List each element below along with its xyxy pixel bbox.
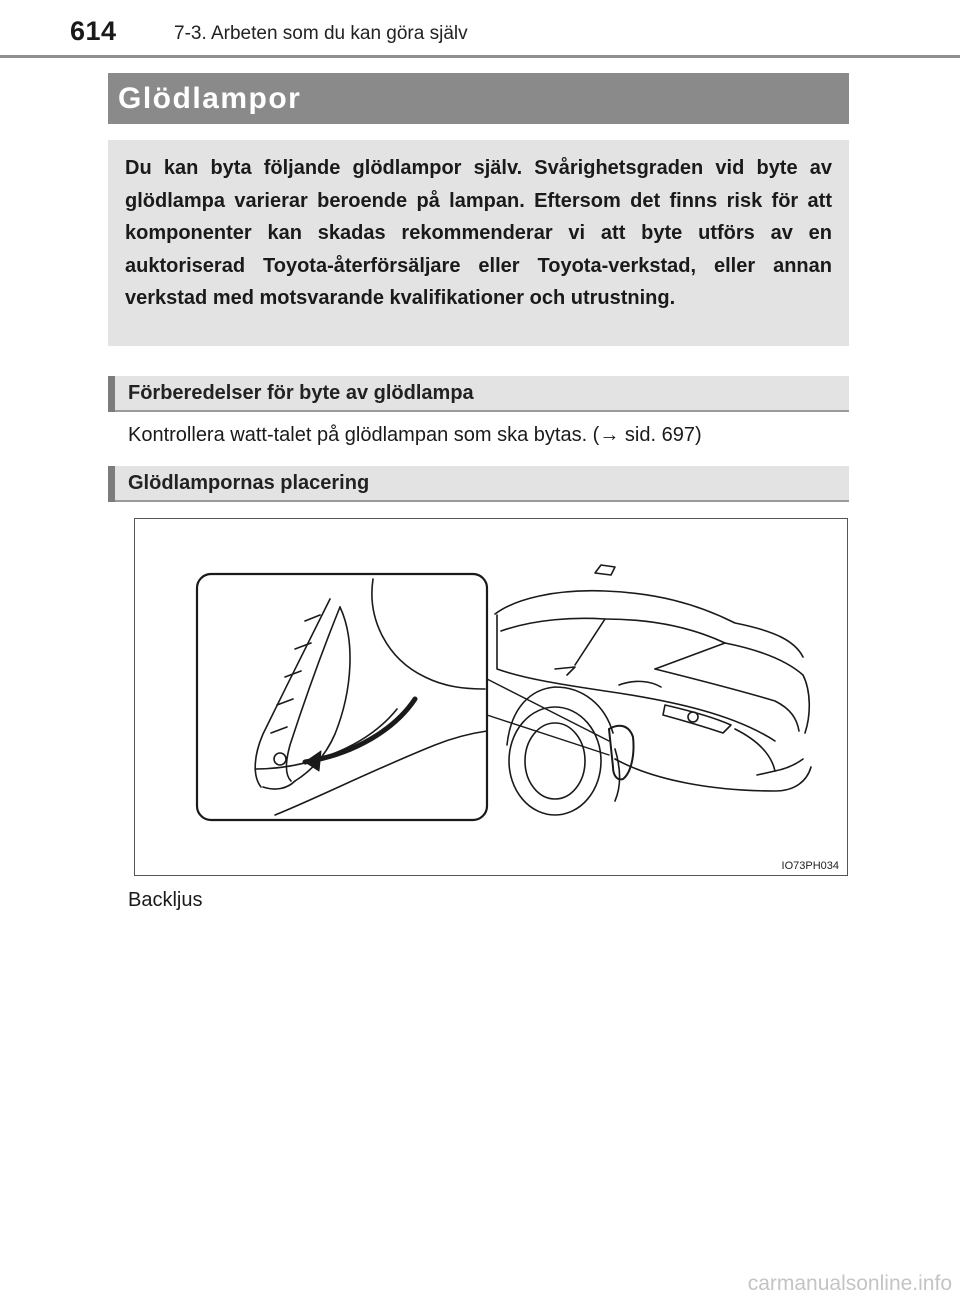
tail-light-closeup xyxy=(255,579,487,815)
leader-line-bottom xyxy=(487,715,609,755)
preparation-text: Kontrollera watt-talet på glödlampan som ska bytas. (→ sid. 697) xyxy=(128,424,702,446)
subheading-label: Förberedelser för byte av glödlampa xyxy=(128,382,474,404)
intro-box xyxy=(108,140,849,346)
figure-caption: Backljus xyxy=(128,889,203,911)
page-number: 614 xyxy=(70,16,117,46)
intro-text: Du kan byta följande glödlampor själv. Svårighetsgraden vid byte av glödlampa varierar beroende på lampan. Eftersom det finns risk för att komponenter kan skadas rekommenderar vi att byte utförs av en auktoriserad Toyota-återförsäljare eller Toyota-verkstad, eller annan verkstad med motsvarande kvalifikationer och utrustning. xyxy=(125,157,832,309)
figure-code: IO73PH034 xyxy=(781,860,839,872)
arrow-icon xyxy=(305,699,415,762)
section-header: 7-3. Arbeten som du kan göra själv xyxy=(174,23,468,44)
watermark: carmanualsonline.info xyxy=(747,1272,952,1295)
subheading-placement xyxy=(108,466,849,502)
header-divider xyxy=(0,55,960,58)
car-body-outline xyxy=(495,565,811,815)
subheading-label: Glödlampornas placering xyxy=(128,472,370,494)
subheading-marker xyxy=(108,466,115,502)
arrowhead-icon xyxy=(305,751,321,771)
page-title: Glödlampor xyxy=(118,81,302,115)
rear-light-highlight xyxy=(609,726,634,780)
car-rear-illustration xyxy=(135,519,847,875)
subheading-marker xyxy=(108,376,115,412)
title-bar xyxy=(108,73,849,124)
subheading-preparation xyxy=(108,376,849,412)
figure-rear-light-location xyxy=(134,518,848,876)
